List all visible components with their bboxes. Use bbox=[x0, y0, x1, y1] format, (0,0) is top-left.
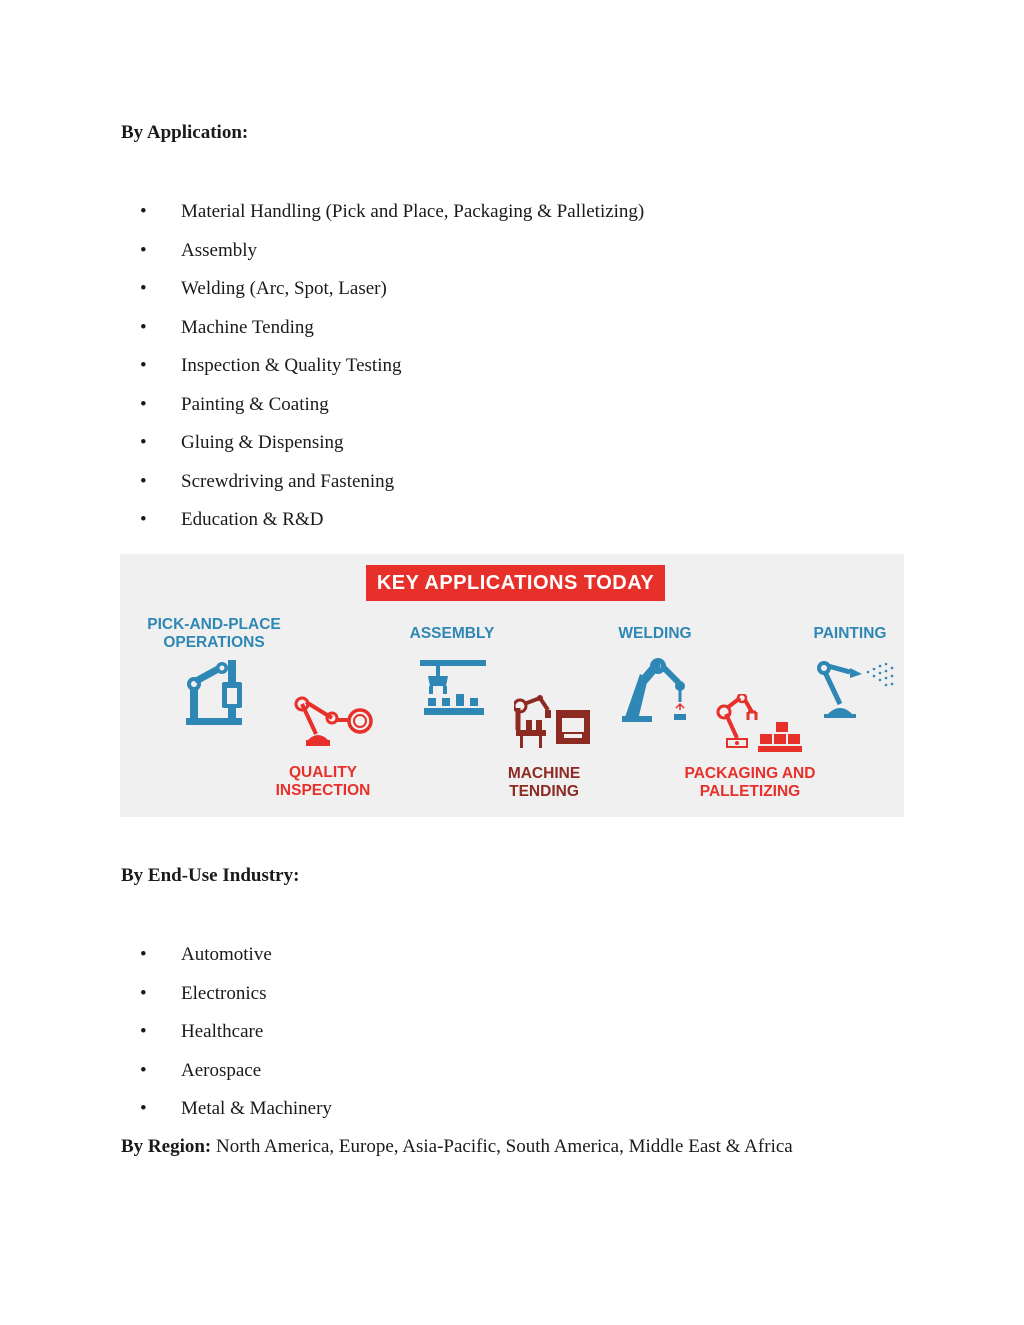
bullet-icon: • bbox=[140, 432, 147, 453]
bullet-icon: • bbox=[140, 278, 147, 299]
bullet-icon: • bbox=[140, 239, 147, 261]
list-item-text: Welding (Arc, Spot, Laser) bbox=[181, 278, 387, 299]
list-item-text: Painting & Coating bbox=[181, 393, 329, 415]
list-item-text: Metal & Machinery bbox=[181, 1098, 332, 1119]
list-item-text: Gluing & Dispensing bbox=[181, 432, 344, 453]
pick-and-place-robot-icon bbox=[178, 658, 250, 728]
label-packaging-palletizing: PACKAGING AND PALLETIZING bbox=[684, 765, 816, 800]
label-welding: WELDING bbox=[618, 625, 692, 642]
label-assembly: ASSEMBLY bbox=[409, 625, 495, 642]
list-item-text: Education & R&D bbox=[181, 509, 324, 530]
bullet-icon: • bbox=[140, 316, 147, 338]
bullet-icon: • bbox=[140, 982, 147, 1004]
label-machine-tending: MACHINE TENDING bbox=[507, 765, 581, 800]
packaging-robot-icon bbox=[712, 694, 802, 754]
list-item-text: Machine Tending bbox=[181, 316, 314, 338]
bullet-icon: • bbox=[140, 1059, 147, 1081]
bullet-icon: • bbox=[140, 509, 147, 530]
bullet-icon: • bbox=[140, 470, 147, 492]
region-text: North America, Europe, Asia-Pacific, South America, Middle East & Africa bbox=[211, 1136, 793, 1157]
list-item-text: Aerospace bbox=[181, 1059, 262, 1081]
list-item-text: Healthcare bbox=[181, 1021, 264, 1042]
welding-robot-icon bbox=[620, 658, 692, 724]
list-item-text: Electronics bbox=[181, 982, 267, 1004]
bullet-icon: • bbox=[140, 393, 147, 415]
label-quality-inspection: QUALITY INSPECTION bbox=[275, 764, 371, 799]
application-heading: By Application: bbox=[121, 122, 249, 143]
bullet-icon: • bbox=[140, 1021, 147, 1042]
list-item-text: Assembly bbox=[181, 239, 257, 261]
bullet-icon: • bbox=[140, 355, 147, 376]
region-label: By Region: bbox=[121, 1136, 212, 1157]
machine-tending-icon bbox=[514, 694, 592, 750]
region-line bbox=[121, 1136, 793, 1158]
bullet-icon: • bbox=[140, 944, 147, 965]
quality-inspection-robot-icon bbox=[292, 694, 376, 750]
list-item-text: Material Handling (Pick and Place, Packaging & Palletizing) bbox=[181, 201, 645, 222]
label-pick-and-place: PICK-AND-PLACE OPERATIONS bbox=[147, 616, 281, 651]
list-item-text: Inspection & Quality Testing bbox=[181, 355, 402, 376]
label-painting: PAINTING bbox=[813, 625, 887, 642]
list-item-text: Automotive bbox=[181, 944, 272, 965]
banner-title: KEY APPLICATIONS TODAY bbox=[366, 565, 665, 601]
painting-robot-icon bbox=[816, 658, 898, 720]
assembly-icon bbox=[420, 660, 488, 718]
key-applications-banner bbox=[120, 554, 904, 817]
industry-heading: By End-Use Industry: bbox=[121, 865, 300, 886]
bullet-icon: • bbox=[140, 201, 147, 222]
list-item-text: Screwdriving and Fastening bbox=[181, 470, 395, 492]
bullet-icon: • bbox=[140, 1098, 147, 1119]
